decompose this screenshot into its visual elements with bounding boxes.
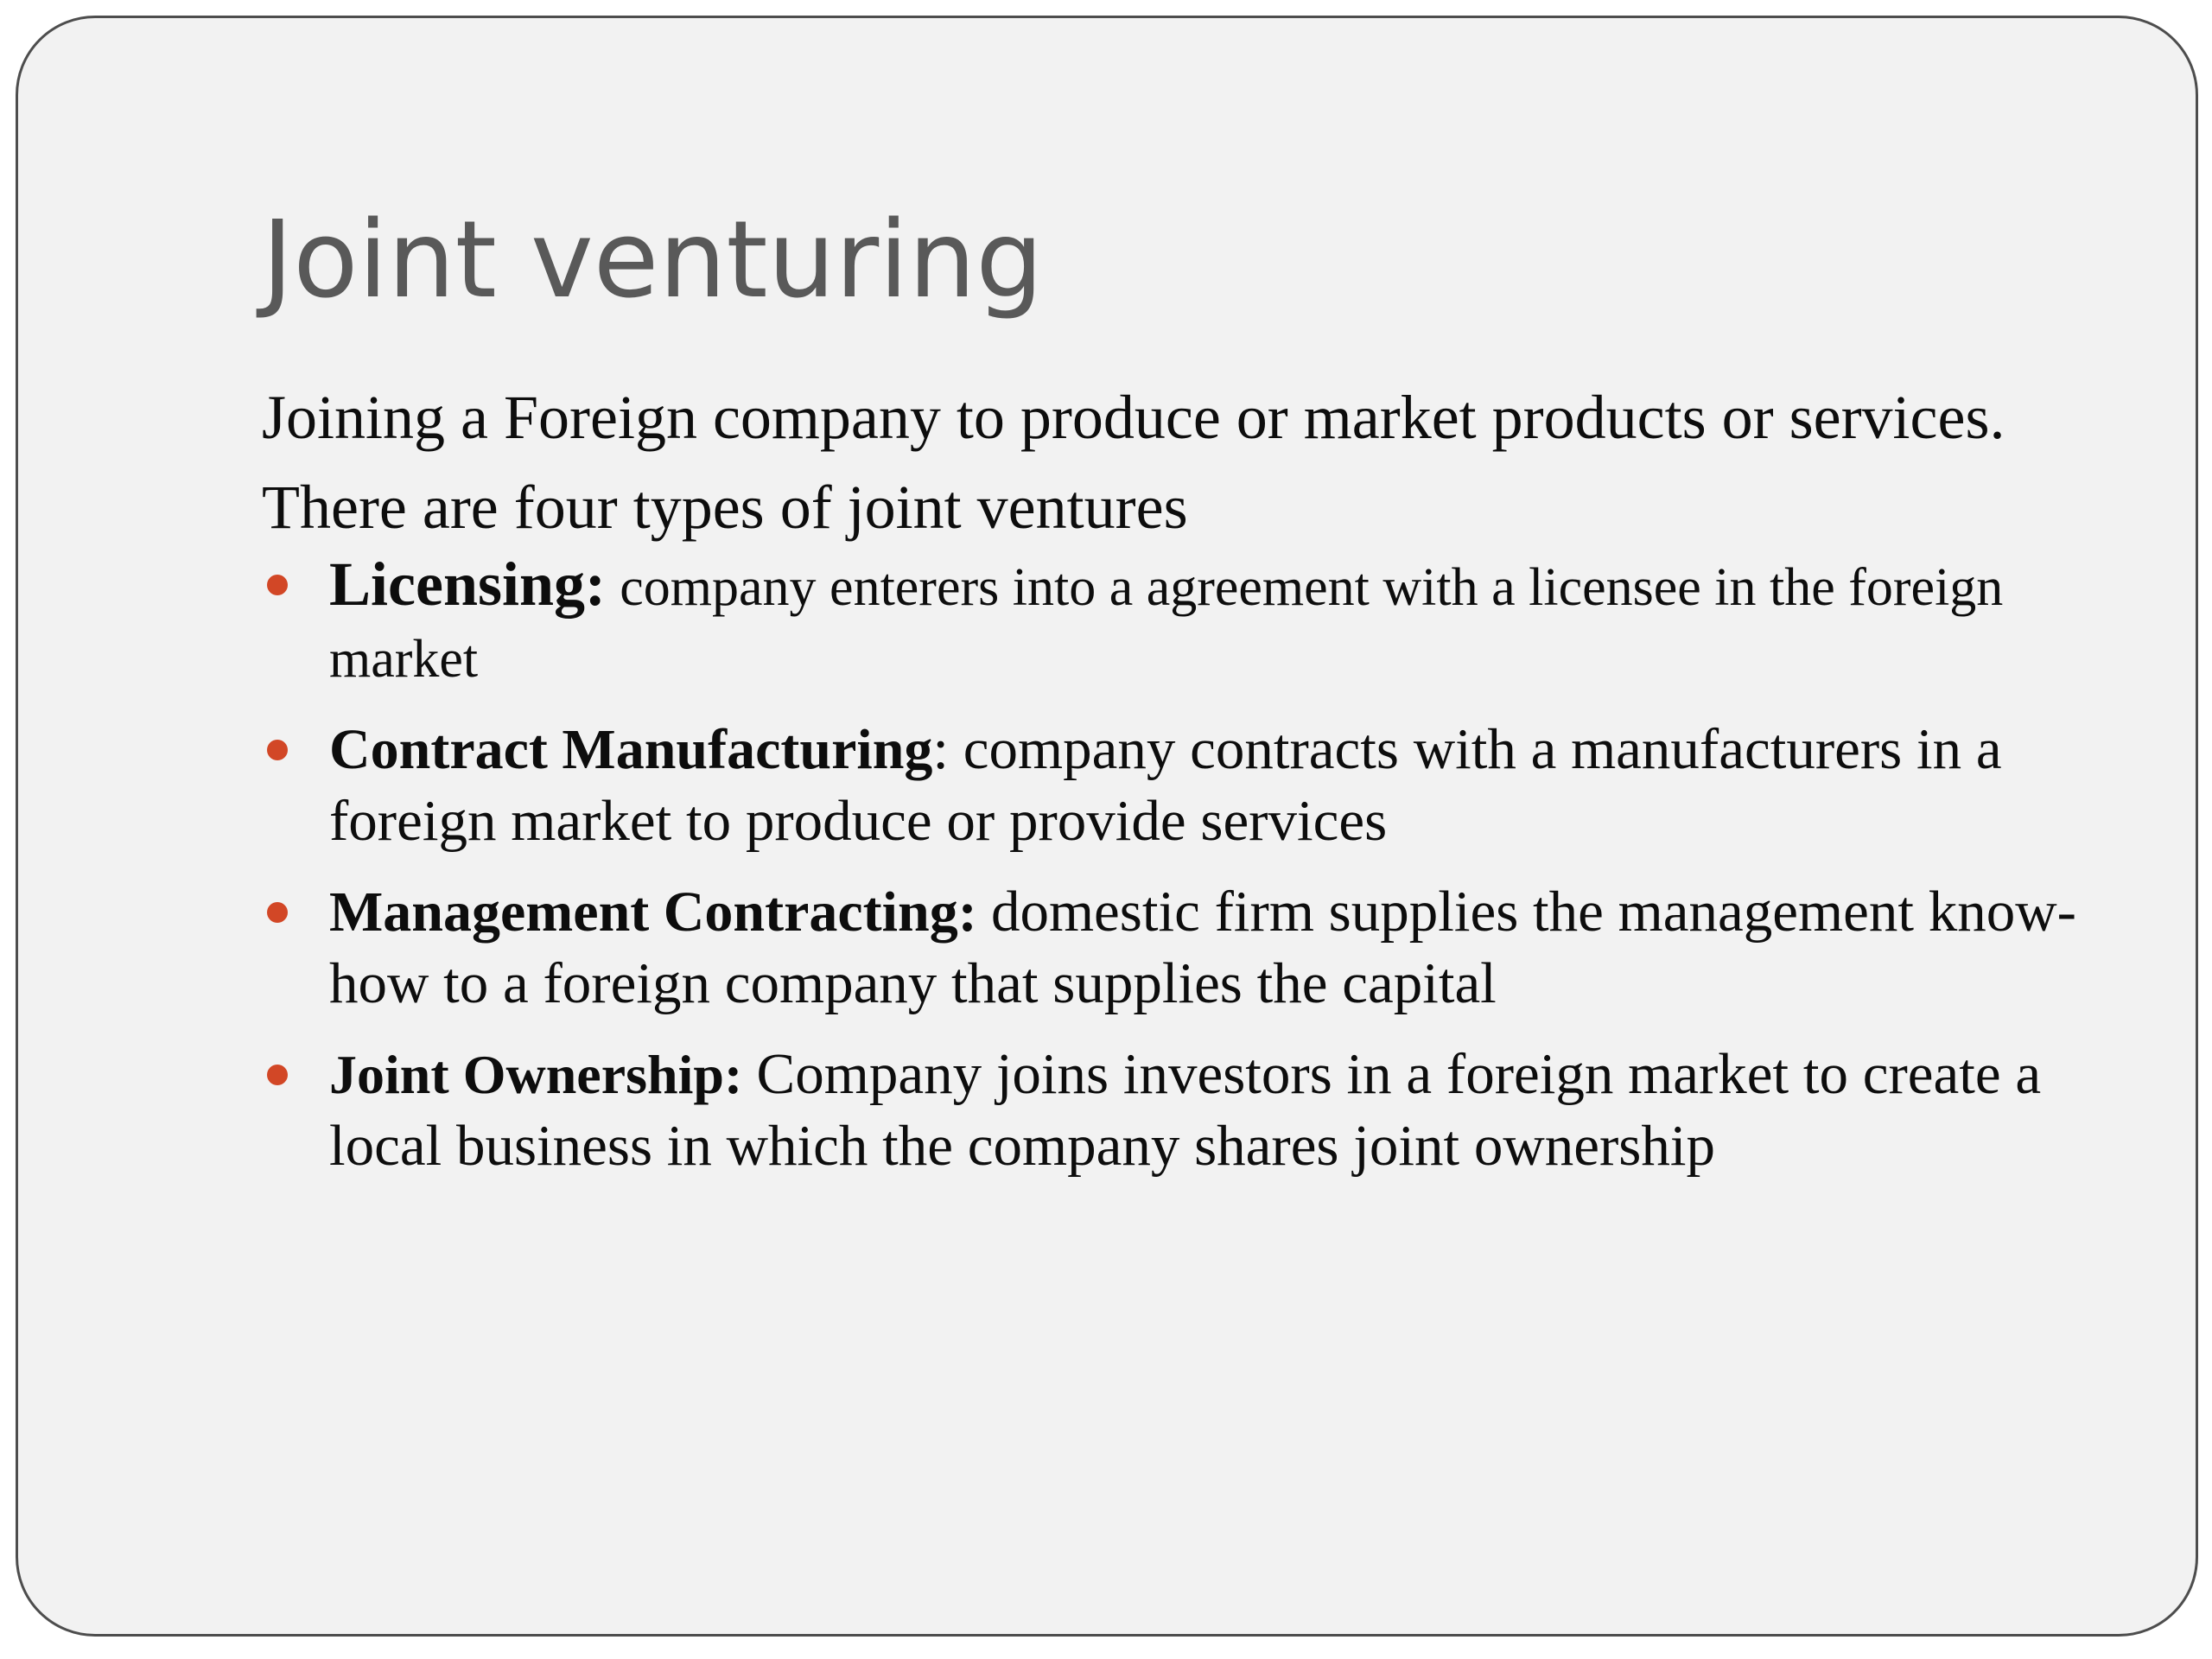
bullet-term: Licensing:	[329, 550, 607, 619]
bullet-description: company enterers into a agreement with a licensee in the foreign market	[329, 558, 2004, 689]
bullet-separator	[606, 556, 620, 618]
bullet-dot-icon	[267, 902, 288, 923]
bullet-separator: :	[932, 717, 963, 781]
bullet-item-licensing	[262, 549, 2128, 695]
bullet-item-management-contracting	[262, 876, 2128, 1020]
bullet-description: company contracts with a manufacturers in a foreign market to produce or provide services	[329, 717, 2002, 853]
bullet-item-joint-ownership	[262, 1039, 2128, 1182]
slide-frame	[16, 16, 2198, 1637]
bullet-description: domestic firm supplies the management know-how to a foreign company that supplies the capital	[329, 880, 2076, 1015]
bullet-list	[262, 549, 2128, 1201]
bullet-dot-icon	[267, 740, 288, 760]
intro-paragraph: Joining a Foreign company to produce or market products or services. There are four types of joint ventures	[262, 383, 2005, 542]
slide-title: Joint venturing	[262, 199, 1044, 322]
bullet-description: Company joins investors in a foreign market to create a local business in which the company shares joint ownership	[329, 1042, 2042, 1178]
bullet-separator	[742, 1044, 756, 1106]
bullet-dot-icon	[267, 1065, 288, 1085]
bullet-term: Joint Ownership:	[329, 1044, 743, 1105]
bullet-term: Management Contracting:	[329, 880, 977, 944]
bullet-term: Contract Manufacturing	[329, 718, 933, 781]
bullet-dot-icon	[267, 575, 288, 595]
bullet-item-contract-manufacturing	[262, 714, 2128, 857]
bullet-separator	[977, 881, 991, 944]
